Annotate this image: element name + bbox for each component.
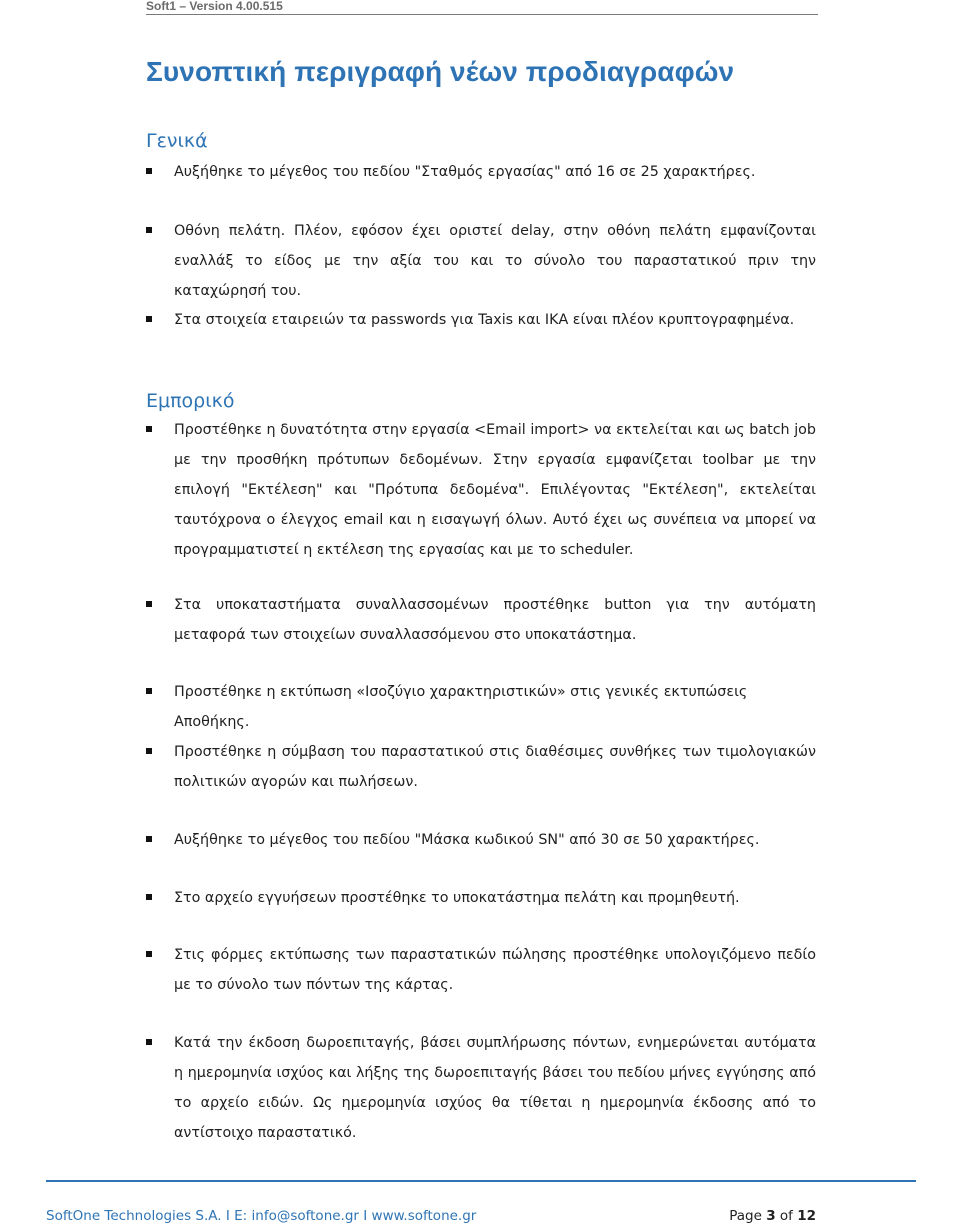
- list-item-text: Στις φόρμες εκτύπωσης των παραστατικών πώλησης προστέθηκε υπολογιζόμενο πεδίο με το σύνολο των πόντων της κάρτας.: [174, 947, 816, 993]
- page-total: 12: [797, 1208, 816, 1224]
- bullet-icon: [146, 227, 152, 233]
- bullet-icon: [146, 951, 152, 957]
- page-current: 3: [766, 1208, 776, 1224]
- list-item-text: Προστέθηκε η εκτύπωση «Ισοζύγιο χαρακτηριστικών» στις γενικές εκτυπώσεις Αποθήκης.: [174, 684, 748, 730]
- list-item-text: Κατά την έκδοση δωροεπιταγής, βάσει συμπλήρωσης πόντων, ενημερώνεται αυτόματα η ημερομηνία ισχύος και λήξης της δωροεπιταγής βάσει του πεδίου μήνες εγγύησης από το αρχείο ειδών. Ως ημερομηνία ισχύος θα τίθεται η ημερομηνία έκδοσης από το αντίστοιχο παραστατικό.: [174, 1035, 816, 1141]
- page-number: [729, 1208, 816, 1224]
- header-version-text: Soft1 – Version 4.00.515: [146, 0, 283, 13]
- section-heading-commercial: Εμπορικό: [146, 390, 235, 412]
- list-item-text: Στο αρχείο εγγυήσεων προστέθηκε το υποκατάστημα πελάτη και προμηθευτή.: [174, 890, 740, 906]
- bullet-icon: [146, 748, 152, 754]
- bullet-icon: [146, 316, 152, 322]
- page-label: Page: [729, 1208, 762, 1224]
- page-title: Συνοπτική περιγραφή νέων προδιαγραφών: [146, 56, 735, 87]
- page-footer: [46, 1180, 916, 1224]
- section-heading-general: Γενικά: [146, 130, 208, 152]
- list-item-text: Αυξήθηκε το μέγεθος του πεδίου "Σταθμός εργασίας" από 16 σε 25 χαρακτήρες.: [174, 164, 756, 180]
- bullet-icon: [146, 836, 152, 842]
- bullet-icon: [146, 894, 152, 900]
- footer-contact-text: SoftOne Technologies S.A. I E: info@softone.gr I www.softone.gr: [46, 1208, 477, 1224]
- page-of: of: [779, 1208, 793, 1224]
- bullet-icon: [146, 1039, 152, 1045]
- list-item-text: Στα υποκαταστήματα συναλλασσομένων προστέθηκε button για την αυτόματη μεταφορά των στοιχείων συναλλασσόμενου στο υποκατάστημα.: [174, 597, 816, 643]
- bullet-icon: [146, 426, 152, 432]
- list-item-text: Στα στοιχεία εταιρειών τα passwords για Taxis και ΙΚΑ είναι πλέον κρυπτογραφημένα.: [174, 312, 795, 328]
- bullet-icon: [146, 601, 152, 607]
- list-item-text: Οθόνη πελάτη. Πλέον, εφόσον έχει οριστεί delay, στην οθόνη πελάτη εμφανίζονται εναλλάξ το είδος με την αξία του και το σύνολο του παραστατικού πριν την καταχώρησή του.: [174, 223, 816, 299]
- bullet-icon: [146, 168, 152, 174]
- bullet-icon: [146, 688, 152, 694]
- page-header: [146, 0, 818, 15]
- list-item-text: Αυξήθηκε το μέγεθος του πεδίου "Μάσκα κωδικού SN" από 30 σε 50 χαρακτήρες.: [174, 832, 760, 848]
- list-item-text: Προστέθηκε η σύμβαση του παραστατικού στις διαθέσιμες συνθήκες των τιμολογιακών πολιτικών αγορών και πωλήσεων.: [174, 744, 816, 790]
- list-item-text: Προστέθηκε η δυνατότητα στην εργασία <Email import> να εκτελείται και ως batch job με την προσθήκη πρότυπων δεδομένων. Στην εργασία εμφανίζεται toolbar με την επιλογή "Εκτέλεση" και "Πρότυπα δεδομένα". Επιλέγοντας "Εκτέλεση", εκτελείται ταυτόχρονα ο έλεγχος email και η εισαγωγή όλων. Αυτό έχει ως συνέπεια να μπορεί να προγραμματιστεί η εκτέλεση της εργασίας και με το scheduler.: [174, 422, 816, 558]
